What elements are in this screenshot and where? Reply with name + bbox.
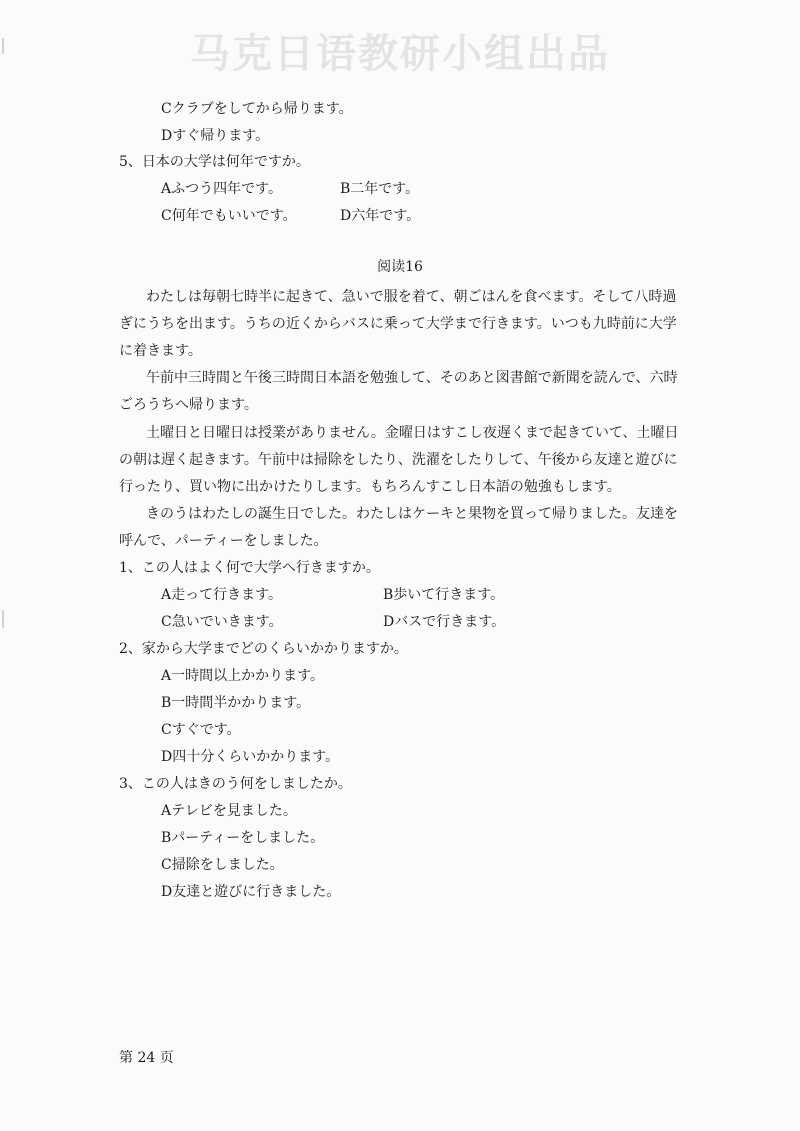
reading-title: 阅读16 — [377, 259, 423, 275]
paragraph-1-line-1: わたしは毎朝七時半に起きて、急いで服を着て、朝ごはんを食べます。そして八時過 — [146, 289, 677, 305]
page-number: 第 24 页 — [119, 1050, 174, 1066]
q5-option-a: Aふつう四年です。 — [161, 181, 282, 197]
paragraph-2-line-1: 午前中三時間と午後三時間日本語を勉強して、そのあと図書館で新聞を読んで、六時 — [146, 370, 678, 386]
q3-option-b: Bパーティーをしました。 — [161, 830, 325, 846]
q2-option-b: B一時間半かかります。 — [161, 695, 311, 711]
watermark: 马克日语教研小组出品 — [190, 31, 610, 77]
scan-edge-mark — [2, 610, 4, 628]
q1-option-a: A走って行きます。 — [161, 587, 282, 603]
question-3: 3、この人はきのう何をしましたか。 — [119, 776, 352, 792]
paragraph-3-line-3: 行ったり、買い物に出かけたりします。もちろんすこし日本語の勉強もします。 — [119, 479, 621, 495]
q5-option-d: D六年です。 — [340, 208, 421, 224]
q3-option-a: Aテレビを見ました。 — [161, 803, 297, 819]
q3-option-c: C掃除をしました。 — [161, 857, 284, 873]
prev-option-d: Dすぐ帰ります。 — [161, 128, 270, 144]
q1-option-d: Dバスで行きます。 — [383, 614, 506, 630]
q5-option-c: C何年でもいいです。 — [161, 208, 297, 224]
q1-option-b: B歩いて行きます。 — [383, 587, 505, 603]
q2-option-d: D四十分くらいかかります。 — [161, 749, 340, 765]
paragraph-2-line-2: ごろうちへ帰ります。 — [119, 397, 258, 413]
q5-option-b: B二年です。 — [340, 181, 420, 197]
q3-option-d: D友達と遊びに行きました。 — [161, 884, 341, 900]
q2-option-a: A一時間以上かかります。 — [161, 668, 324, 684]
question-2: 2、家から大学までどのくらいかかりますか。 — [119, 641, 408, 657]
q1-option-c: C急いでいきます。 — [161, 614, 283, 630]
scan-edge-mark — [2, 38, 4, 54]
paragraph-1-line-2: ぎにうちを出ます。うちの近くからバスに乗って大学まで行きます。いつも九時前に大学 — [119, 316, 677, 332]
q2-option-c: Cすぐです。 — [161, 722, 241, 738]
paragraph-4-line-2: 呼んで、パーティーをしました。 — [119, 533, 328, 549]
paragraph-3-line-2: の朝は遅く起きます。午前中は掃除をしたり、洗濯をしたりして、午後から友達と遊びに — [119, 452, 678, 468]
prev-option-c: Cクラブをしてから帰ります。 — [161, 101, 353, 117]
paragraph-3-line-1: 土曜日と日曜日は授業がありません。金曜日はすこし夜遅くまで起きていて、土曜日 — [146, 425, 679, 441]
question-1: 1、この人はよく何で大学へ行きますか。 — [119, 560, 380, 576]
question-5: 5、日本の大学は何年ですか。 — [119, 154, 310, 170]
paragraph-1-line-3: に着きます。 — [119, 343, 202, 359]
paragraph-4-line-1: きのうはわたしの誕生日でした。わたしはケーキと果物を買って帰りました。友達を — [146, 506, 678, 522]
